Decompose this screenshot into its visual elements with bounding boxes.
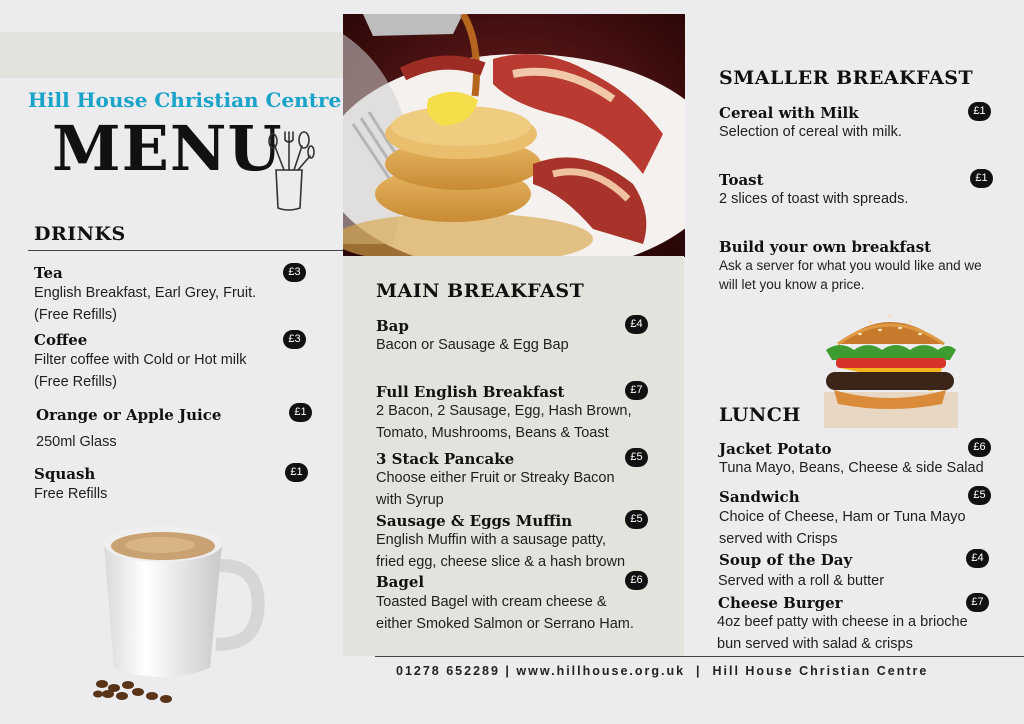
- main-item-name: 3 Stack Pancake: [376, 450, 515, 468]
- price-badge: £3: [283, 330, 306, 349]
- header-band: [0, 32, 345, 78]
- smaller-item-desc: 2 slices of toast with spreads.: [719, 191, 909, 207]
- org-name: Hill House Christian Centre: [28, 88, 342, 112]
- drink-name: Tea: [34, 264, 63, 282]
- drink-desc: 250ml Glass: [36, 434, 117, 450]
- price-badge: £4: [625, 315, 648, 334]
- drink-desc: English Breakfast, Earl Grey, Fruit. (Free Refills): [34, 285, 257, 323]
- lunch-heading: LUNCH: [719, 404, 801, 426]
- price-badge: £1: [968, 102, 991, 121]
- drinks-heading: DRINKS: [34, 223, 126, 245]
- price-badge: £1: [970, 169, 993, 188]
- main-item-desc: English Muffin with a sausage patty, fried egg, cheese slice & a hash brown: [376, 532, 626, 570]
- smaller-item-name: Toast: [719, 171, 764, 189]
- smaller-item-name: Cereal with Milk: [719, 104, 859, 122]
- drink-name: Coffee: [34, 331, 88, 349]
- smaller-item-desc: Selection of cereal with milk.: [719, 124, 902, 140]
- smaller-breakfast-heading: SMALLER BREAKFAST: [719, 67, 974, 89]
- lunch-item-name: Soup of the Day: [719, 551, 853, 569]
- lunch-item-desc: Tuna Mayo, Beans, Cheese & side Salad: [719, 460, 984, 476]
- main-item-name: Bap: [376, 317, 409, 335]
- main-item-name: Sausage & Eggs Muffin: [376, 512, 573, 530]
- footer-divider: [375, 656, 1024, 657]
- coffee-cup-image: [88, 516, 268, 706]
- lunch-item-name: Cheese Burger: [718, 594, 843, 612]
- price-badge: £1: [285, 463, 308, 482]
- main-item-desc: Choose either Fruit or Streaky Bacon with Syrup: [376, 470, 615, 508]
- drink-desc: Free Refills: [34, 486, 108, 502]
- pancake-photo: [343, 14, 685, 257]
- lunch-item-desc: Choice of Cheese, Ham or Tuna Mayo served with Crisps: [719, 509, 966, 547]
- drink-desc: Filter coffee with Cold or Hot milk (Free Refills): [34, 352, 247, 390]
- smaller-item-desc: Ask a server for what you would like and we will let you know a price.: [719, 258, 982, 292]
- price-badge: £5: [625, 448, 648, 467]
- price-badge: £5: [625, 510, 648, 529]
- smaller-item-name: Build your own breakfast: [719, 238, 932, 256]
- menu-title: MENU: [52, 112, 283, 185]
- lunch-item-desc: Served with a roll & butter: [718, 573, 885, 589]
- lunch-item-name: Sandwich: [719, 488, 800, 506]
- price-badge: £6: [625, 571, 648, 590]
- price-badge: £6: [968, 438, 991, 457]
- main-item-desc: 2 Bacon, 2 Sausage, Egg, Hash Brown, Tomato, Mushrooms, Beans & Toast: [376, 403, 632, 441]
- utensils-jar-icon: [264, 130, 316, 212]
- price-badge: £4: [966, 549, 989, 568]
- lunch-item-name: Jacket Potato: [719, 440, 832, 458]
- price-badge: £7: [966, 593, 989, 612]
- price-badge: £3: [283, 263, 306, 282]
- main-item-name: Full English Breakfast: [376, 383, 565, 401]
- price-badge: £7: [625, 381, 648, 400]
- main-item-desc: Toasted Bagel with cream cheese & either Smoked Salmon or Serrano Ham.: [376, 594, 634, 632]
- price-badge: £1: [289, 403, 312, 422]
- price-badge: £5: [968, 486, 991, 505]
- main-item-name: Bagel: [376, 573, 425, 591]
- footer-contact: 01278 652289 | www.hillhouse.org.uk | Hill House Christian Centre: [396, 664, 929, 678]
- burger-photo: [820, 306, 960, 430]
- drink-name: Squash: [34, 465, 96, 483]
- main-item-desc: Bacon or Sausage & Egg Bap: [376, 337, 569, 353]
- lunch-item-desc: 4oz beef patty with cheese in a brioche bun served with salad & crisps: [717, 614, 968, 652]
- drink-name: Orange or Apple Juice: [36, 406, 222, 424]
- main-breakfast-heading: MAIN BREAKFAST: [376, 280, 585, 302]
- drinks-divider: [28, 250, 343, 251]
